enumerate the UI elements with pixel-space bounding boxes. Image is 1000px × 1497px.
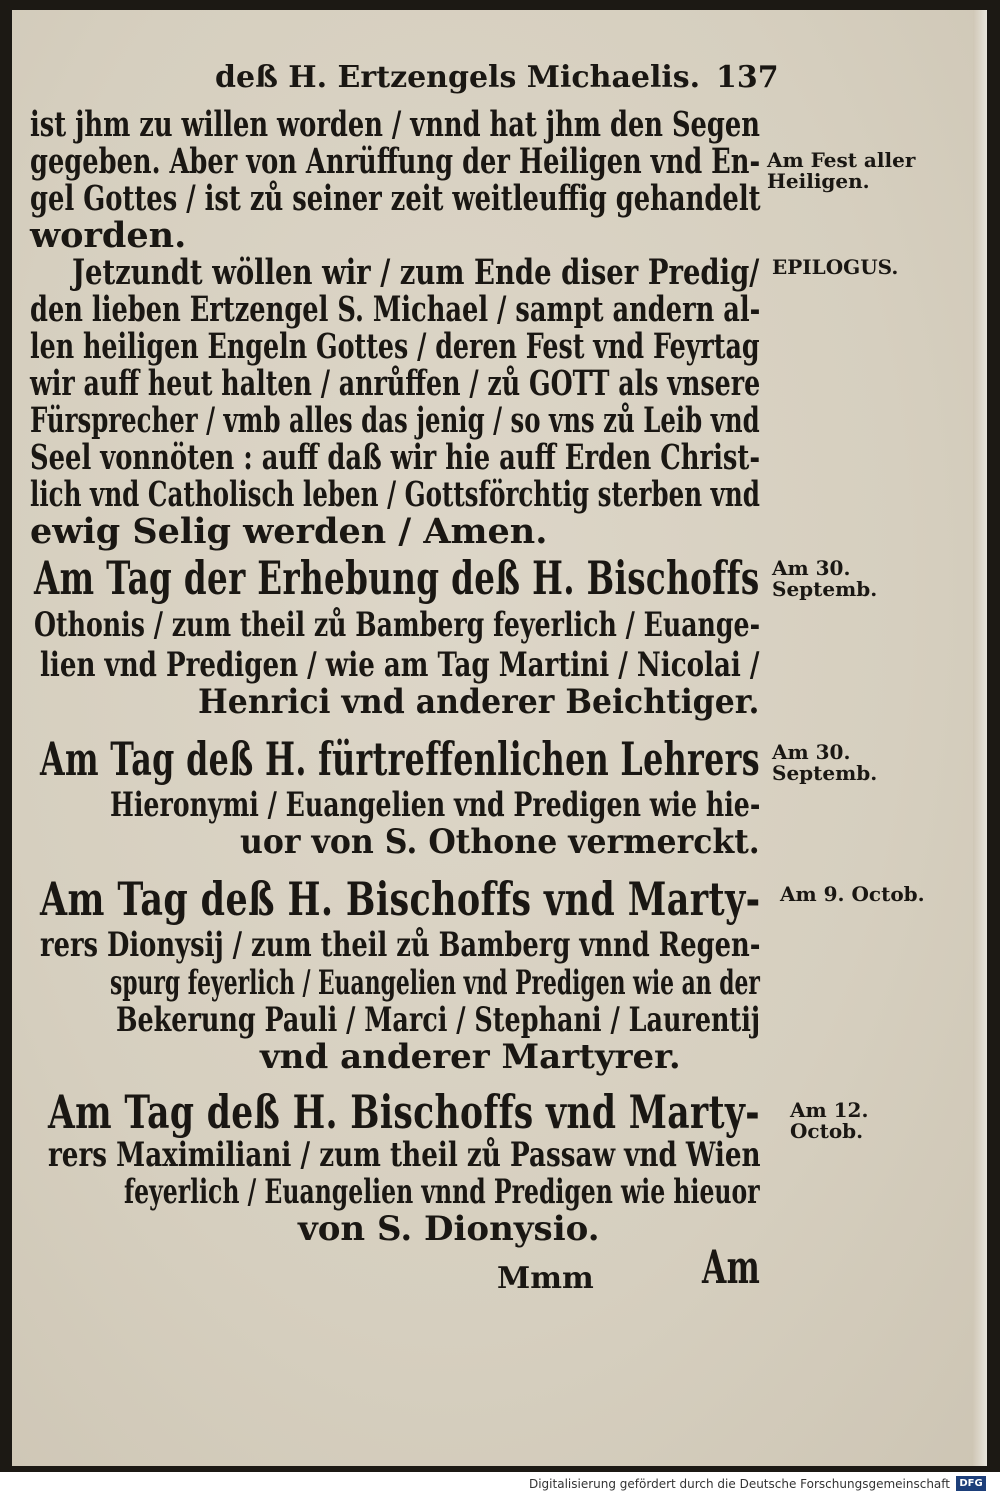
- section-line: feyerlich / Euangelien vnnd Predigen wie hieuor: [124, 1172, 760, 1212]
- body-line: ist jhm zu willen worden / vnnd hat jhm den Segen: [30, 104, 760, 145]
- section-line: Henrici vnd anderer Beichtiger.: [198, 682, 760, 722]
- section-line: spurg feyerlich / Euangelien vnd Predigen wie an der: [110, 963, 760, 1003]
- running-title: deß H. Ertzengels Michaelis.: [215, 60, 701, 95]
- body-line: lich vnd Catholisch leben / Gottsförchtig sterben vnd: [30, 474, 760, 515]
- body-line: ewig Selig werden / Amen.: [30, 511, 548, 552]
- section-heading: Am Tag deß H. Bischoffs vnd Marty-: [48, 1085, 761, 1139]
- section-line: von S. Dionysio.: [298, 1209, 600, 1249]
- body-line: Seel vonnöten : auff daß wir hie auff Erden Christ-: [30, 437, 761, 478]
- section-heading: Am Tag deß H. Bischoffs vnd Marty-: [40, 872, 761, 926]
- margin-note: Am 12. Octob.: [790, 1098, 869, 1143]
- margin-note: Am Fest aller Heiligen.: [767, 148, 916, 193]
- body-line: gegeben. Aber von Anrüffung der Heiligen vnd En-: [30, 141, 761, 182]
- section-line: rers Dionysij / zum theil zů Bamberg vnnd Regen-: [40, 925, 761, 965]
- page-number: 137: [716, 60, 779, 95]
- dfg-logo: DFG: [956, 1476, 986, 1491]
- body-line: worden.: [30, 215, 187, 256]
- section-line: Hieronymi / Euangelien vnd Predigen wie hie-: [110, 785, 761, 825]
- margin-note: EPILOGUS.: [772, 255, 899, 279]
- margin-note: Am 30. Septemb.: [772, 740, 878, 785]
- section-line: uor von S. Othone vermerckt.: [240, 822, 760, 862]
- body-line: wir auff heut halten / anrůffen / zů GOTT als vnsere: [30, 363, 761, 404]
- section-line: lien vnd Predigen / wie am Tag Martini / Nicolai /: [40, 645, 760, 685]
- margin-note: Am 30. Septemb.: [772, 556, 878, 601]
- body-line: len heiligen Engeln Gottes / deren Fest vnd Feyrtag: [30, 326, 760, 367]
- catchword: Am: [702, 1240, 761, 1294]
- body-line: Jetzundt wöllen wir / zum Ende diser Predig/: [72, 252, 760, 293]
- section-heading: Am Tag der Erhebung deß H. Bischoffs: [34, 551, 760, 605]
- section-line: Othonis / zum theil zů Bamberg feyerlich / Euange-: [34, 605, 761, 645]
- body-line: gel Gottes / ist zů seiner zeit weitleuffig gehandelt: [30, 178, 761, 219]
- section-line: rers Maximiliani / zum theil zů Passaw vnd Wien: [48, 1135, 761, 1175]
- book-page: [12, 10, 987, 1466]
- footer-credit: Digitalisierung gefördert durch die Deutsche Forschungsgemeinschaft: [528, 1477, 950, 1491]
- body-line: den lieben Ertzengel S. Michael / sampt andern al-: [30, 289, 761, 330]
- digitization-footer: [0, 1472, 1000, 1497]
- section-line: Bekerung Pauli / Marci / Stephani / Laurentij: [116, 1000, 761, 1040]
- margin-note: Am 9. Octob.: [780, 882, 925, 906]
- section-line: vnd anderer Martyrer.: [260, 1037, 681, 1077]
- body-line: Fürsprecher / vmb alles das jenig / so vns zů Leib vnd: [30, 400, 760, 441]
- signature-mark: Mmm: [497, 1261, 594, 1296]
- section-heading: Am Tag deß H. fürtreffenlichen Lehrers: [40, 732, 760, 786]
- page-gutter: [973, 10, 987, 1466]
